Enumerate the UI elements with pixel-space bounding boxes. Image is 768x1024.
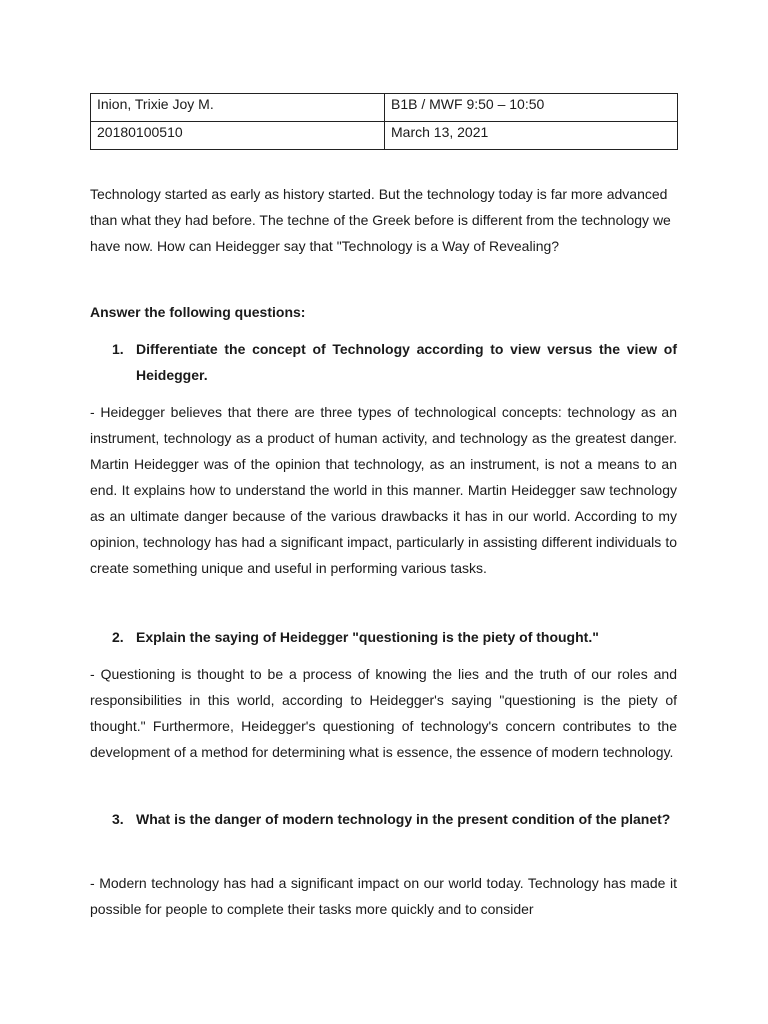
table-row xyxy=(91,94,678,122)
class-schedule: B1B / MWF 9:50 – 10:50 xyxy=(385,94,678,122)
question-text: Differentiate the concept of Technology according to view versus the view of Heidegger. xyxy=(136,341,677,383)
answer-1: - Heidegger believes that there are three types of technological concepts: technology as an instrument, technology as a product of human activity, and technology as the greatest danger. Martin Heidegger was of the opinion that technology, as an instrument, is not a means to an end. It explains how to understand the world in this manner. Martin Heidegger saw technology as an ultimate danger because of the various drawbacks it has in our world. According to my opinion, technology has had a significant impact, particularly in assisting different individuals to create something unique and useful in performing various tasks. xyxy=(90,404,677,576)
question-number: 2. xyxy=(112,629,124,645)
question-text: Explain the saying of Heidegger "questioning is the piety of thought." xyxy=(136,629,599,645)
question-3 xyxy=(112,806,677,832)
table-row xyxy=(91,122,678,150)
question-number: 1. xyxy=(112,341,124,357)
instruction-heading: Answer the following questions: xyxy=(90,304,306,320)
question-2 xyxy=(112,624,677,650)
question-number: 3. xyxy=(112,811,124,827)
answer-3: - Modern technology has had a significant impact on our world today. Technology has made it possible for people to complete their tasks more quickly and to consider xyxy=(90,875,677,917)
submission-date: March 13, 2021 xyxy=(385,122,678,150)
student-info-table xyxy=(90,93,678,150)
answer-2: - Questioning is thought to be a process of knowing the lies and the truth of our roles and responsibilities in this world, according to Heidegger's saying "questioning is the piety of thought." Furthermore, Heidegger's questioning of technology's concern contributes to the development of a method for determining what is essence, the essence of modern technology. xyxy=(90,666,677,760)
intro-paragraph: Technology started as early as history started. But the technology today is far more advanced than what they had before. The techne of the Greek before is different from the technology we have now. How can Heidegger say that "Technology is a Way of Revealing? xyxy=(90,186,671,254)
student-name: Inion, Trixie Joy M. xyxy=(91,94,385,122)
student-id-number: 20180100510 xyxy=(91,122,385,150)
question-1 xyxy=(112,336,677,388)
question-text: What is the danger of modern technology in the present condition of the planet? xyxy=(136,811,671,827)
